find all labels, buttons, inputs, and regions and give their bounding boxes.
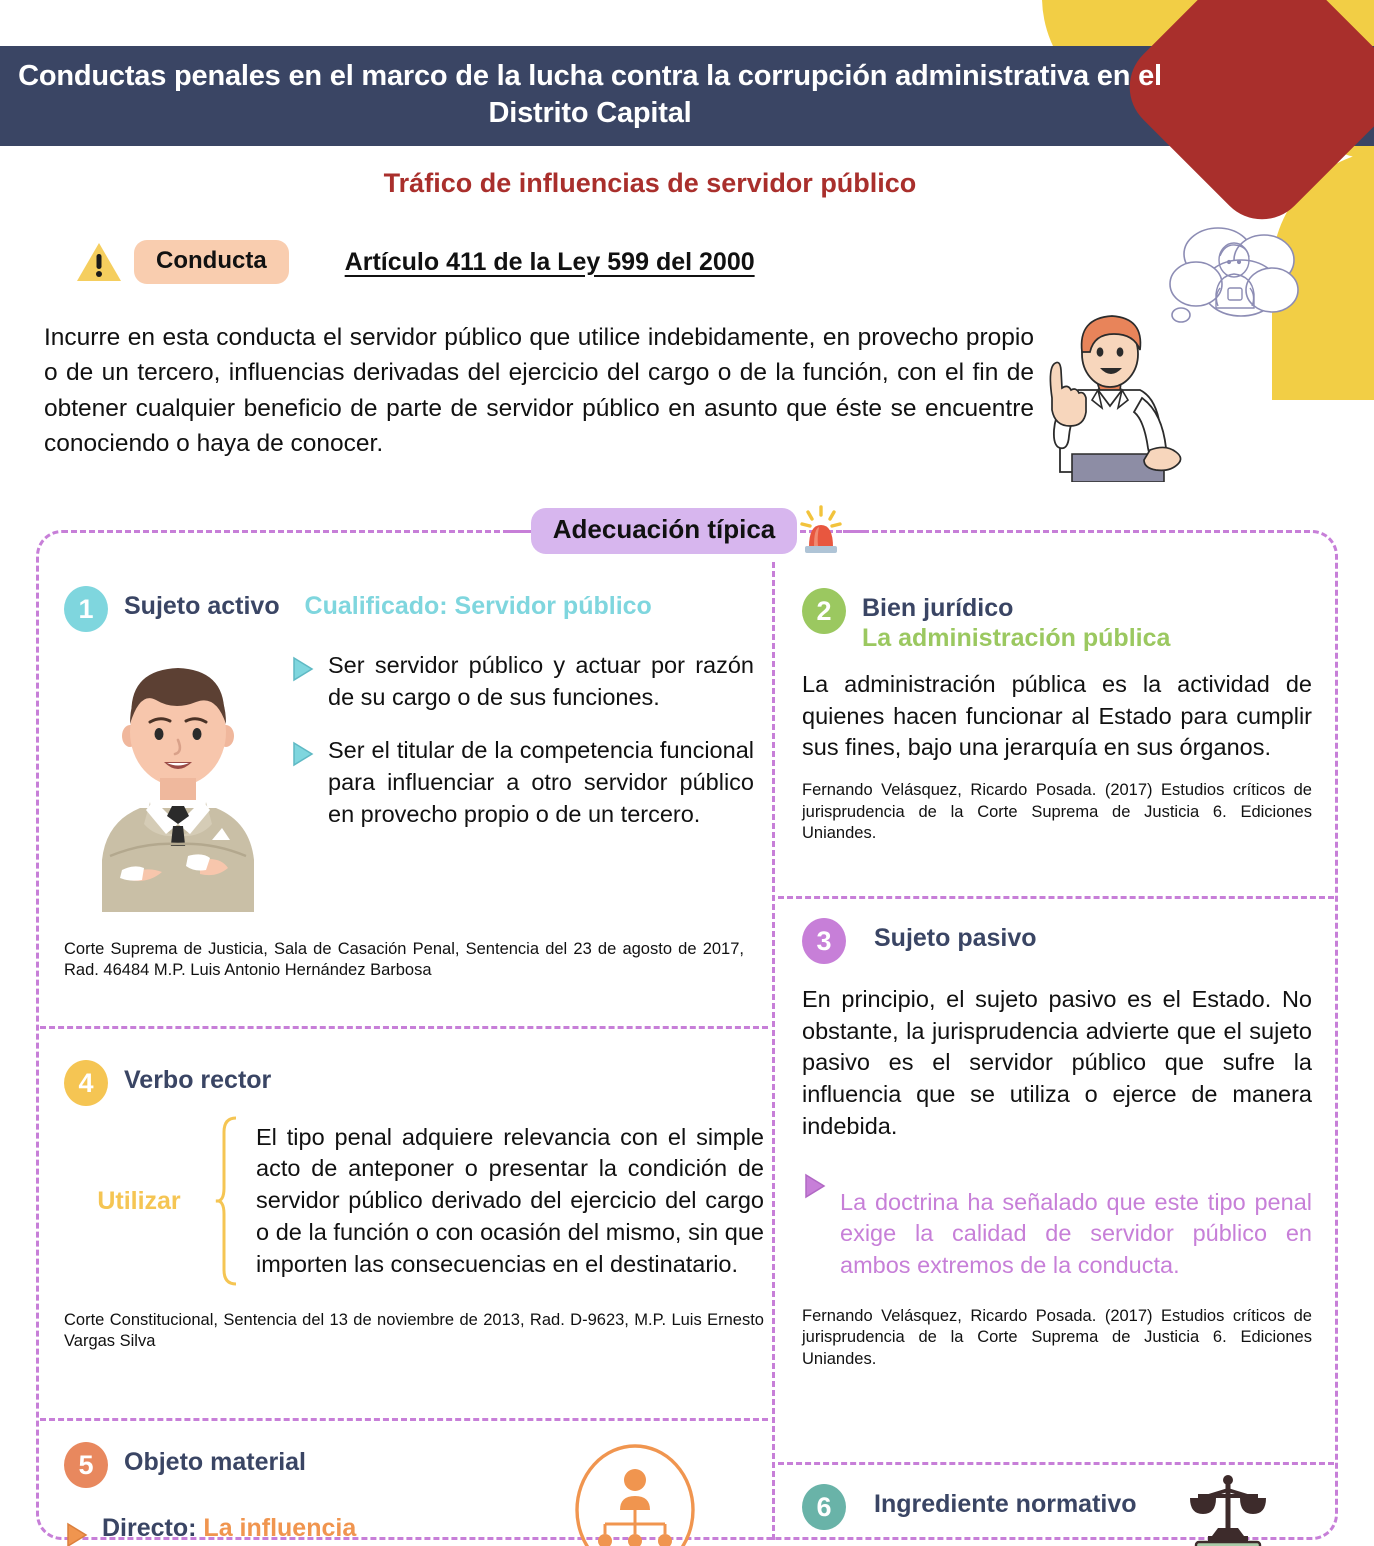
- conducta-row: [76, 240, 755, 284]
- section-2-number: 2: [802, 588, 846, 634]
- section-4-source: Corte Constitucional, Sentencia del 13 de noviembre de 2013, Rad. D-9623, M.P. Luis Ernesto Vargas Silva: [64, 1311, 764, 1351]
- section-1-bullets: [290, 650, 754, 917]
- scales-of-justice-icon: [1182, 1474, 1274, 1546]
- bullet-text: La doctrina ha señalado que este tipo penal exige la calidad de servidor público en ambos extremos de la conducta.: [840, 1188, 1312, 1279]
- section-2-body: La administración pública es la actividad de quienes hacen funcionar al Estado para cumplir sus fines, bajo una jerarquía en sus órganos.: [802, 671, 1312, 761]
- section-5-title-text: Objeto material: [124, 1448, 306, 1476]
- section-ingrediente-normativo: [802, 1484, 1322, 1530]
- bullet-item: [290, 650, 754, 713]
- section-2-accent: La administración pública: [862, 623, 1171, 652]
- org-chart-icon: [572, 1444, 698, 1546]
- section-3-body: En principio, el sujeto pasivo es el Estado. No obstante, la jurisprudencia advierte que el sujeto pasivo es el servidor público que sufre la influencia que se utiliza o ejerce de manera indebida.: [802, 986, 1312, 1139]
- bullet-text: Ser el titular de la competencia funcional para influenciar a otro servidor público en provecho propio o de un tercero.: [328, 737, 754, 827]
- woman-thinking-illustration: [1036, 212, 1316, 487]
- section-6-title-text: Ingrediente normativo: [874, 1490, 1137, 1518]
- divider-left-2: [40, 1418, 768, 1421]
- bullet-item: [290, 735, 754, 830]
- section-1-source: Corte Suprema de Justicia, Sala de Casación Penal, Sentencia del 23 de agosto de 2017, Rad. 46484 M.P. Luis Antonio Hernández Barbosa: [64, 940, 744, 980]
- section-objeto-material: [64, 1442, 764, 1546]
- divider-right-2: [778, 1462, 1334, 1465]
- section-1-title-text: Sujeto activo: [124, 592, 280, 620]
- section-sujeto-pasivo: [802, 918, 1312, 1370]
- section-2-header: [802, 588, 1312, 653]
- conducta-badge: Conducta: [134, 240, 289, 284]
- arrow-bullet-icon: [290, 741, 316, 767]
- divider-right: [843, 530, 865, 533]
- verbo-rector-verb: Utilizar: [97, 1186, 181, 1215]
- section-2-title: [862, 588, 1170, 653]
- article-reference: Artículo 411 de la Ley 599 del 2000: [344, 247, 755, 276]
- divider-left: [509, 530, 531, 533]
- section-4-title: [124, 1060, 271, 1096]
- section-6-number: 6: [802, 1484, 846, 1530]
- divider-right-1: [778, 896, 1334, 899]
- section-2-source: Fernando Velásquez, Ricardo Posada. (2017) Estudios críticos de jurisprudencia de la Corte Suprema de Justicia 6. Ediciones Uniandes.: [802, 781, 1312, 843]
- section-3-number: 3: [802, 918, 846, 964]
- section-1-accent: Cualificado: Servidor público: [304, 592, 652, 620]
- section-bien-juridico: [802, 588, 1312, 844]
- column-divider: [772, 562, 775, 1540]
- arrow-bullet-icon: [802, 1173, 828, 1199]
- businessman-avatar-icon: [88, 650, 268, 917]
- section-3-title: [874, 918, 1037, 954]
- section-4-number: 4: [64, 1060, 108, 1106]
- section-3-title-text: Sujeto pasivo: [874, 924, 1037, 952]
- section-4-header: [64, 1060, 764, 1106]
- section-sujeto-activo: [64, 586, 754, 982]
- section-3-header: [802, 918, 1312, 964]
- section-5-title: [124, 1442, 306, 1478]
- section-1-number: 1: [64, 586, 108, 632]
- section-1-title: [124, 586, 652, 622]
- arrow-bullet-icon: [64, 1522, 90, 1546]
- arrow-bullet-icon: [290, 656, 316, 682]
- objeto-directo-value: La influencia: [203, 1514, 357, 1542]
- section-6-title: [874, 1484, 1137, 1520]
- conducta-description: Incurre en esta conducta el servidor público que utilice indebidamente, en provecho propio o de un tercero, influencias derivadas del ejercicio del cargo o de la función, con el fin de obtener cualquier beneficio de parte de servidor público en asunto que éste se encuentre conociendo o haya de conocer.: [44, 324, 1034, 457]
- section-1-header: [64, 586, 754, 632]
- page-subtitle: Tráfico de influencias de servidor público: [383, 168, 917, 198]
- curly-brace-icon: [214, 1116, 240, 1286]
- bullet-item: [802, 1167, 1312, 1282]
- page-title: Conductas penales en el marco de la lucha contra la corrupción administrativa en el Distrito Capital: [18, 60, 1162, 130]
- adecuacion-tipica-label: Adecuación típica: [531, 508, 798, 554]
- divider-left-1: [40, 1026, 768, 1029]
- section-3-source: Fernando Velásquez, Ricardo Posada. (2017) Estudios críticos de jurisprudencia de la Corte Suprema de Justicia 6. Ediciones Uniandes.: [802, 1306, 1312, 1368]
- section-5-number: 5: [64, 1442, 108, 1488]
- section-2-title-text: Bien jurídico: [862, 594, 1014, 622]
- bullet-text: Ser servidor público y actuar por razón de su cargo o de sus funciones.: [328, 652, 754, 710]
- objeto-directo-label: Directo:: [102, 1514, 197, 1542]
- section-4-body: El tipo penal adquiere relevancia con el simple acto de anteponer o presentar la condición de servidor público derivado del ejercicio del cargo o de la función o con ocasión del mismo, sin que importen las consecuencias en el destinatario.: [256, 1123, 764, 1277]
- section-4-title-text: Verbo rector: [124, 1066, 272, 1094]
- siren-icon: [799, 505, 843, 557]
- warning-triangle-icon: [76, 241, 122, 283]
- section-verbo-rector: [64, 1060, 764, 1353]
- adecuacion-tipica-banner: [0, 505, 1374, 557]
